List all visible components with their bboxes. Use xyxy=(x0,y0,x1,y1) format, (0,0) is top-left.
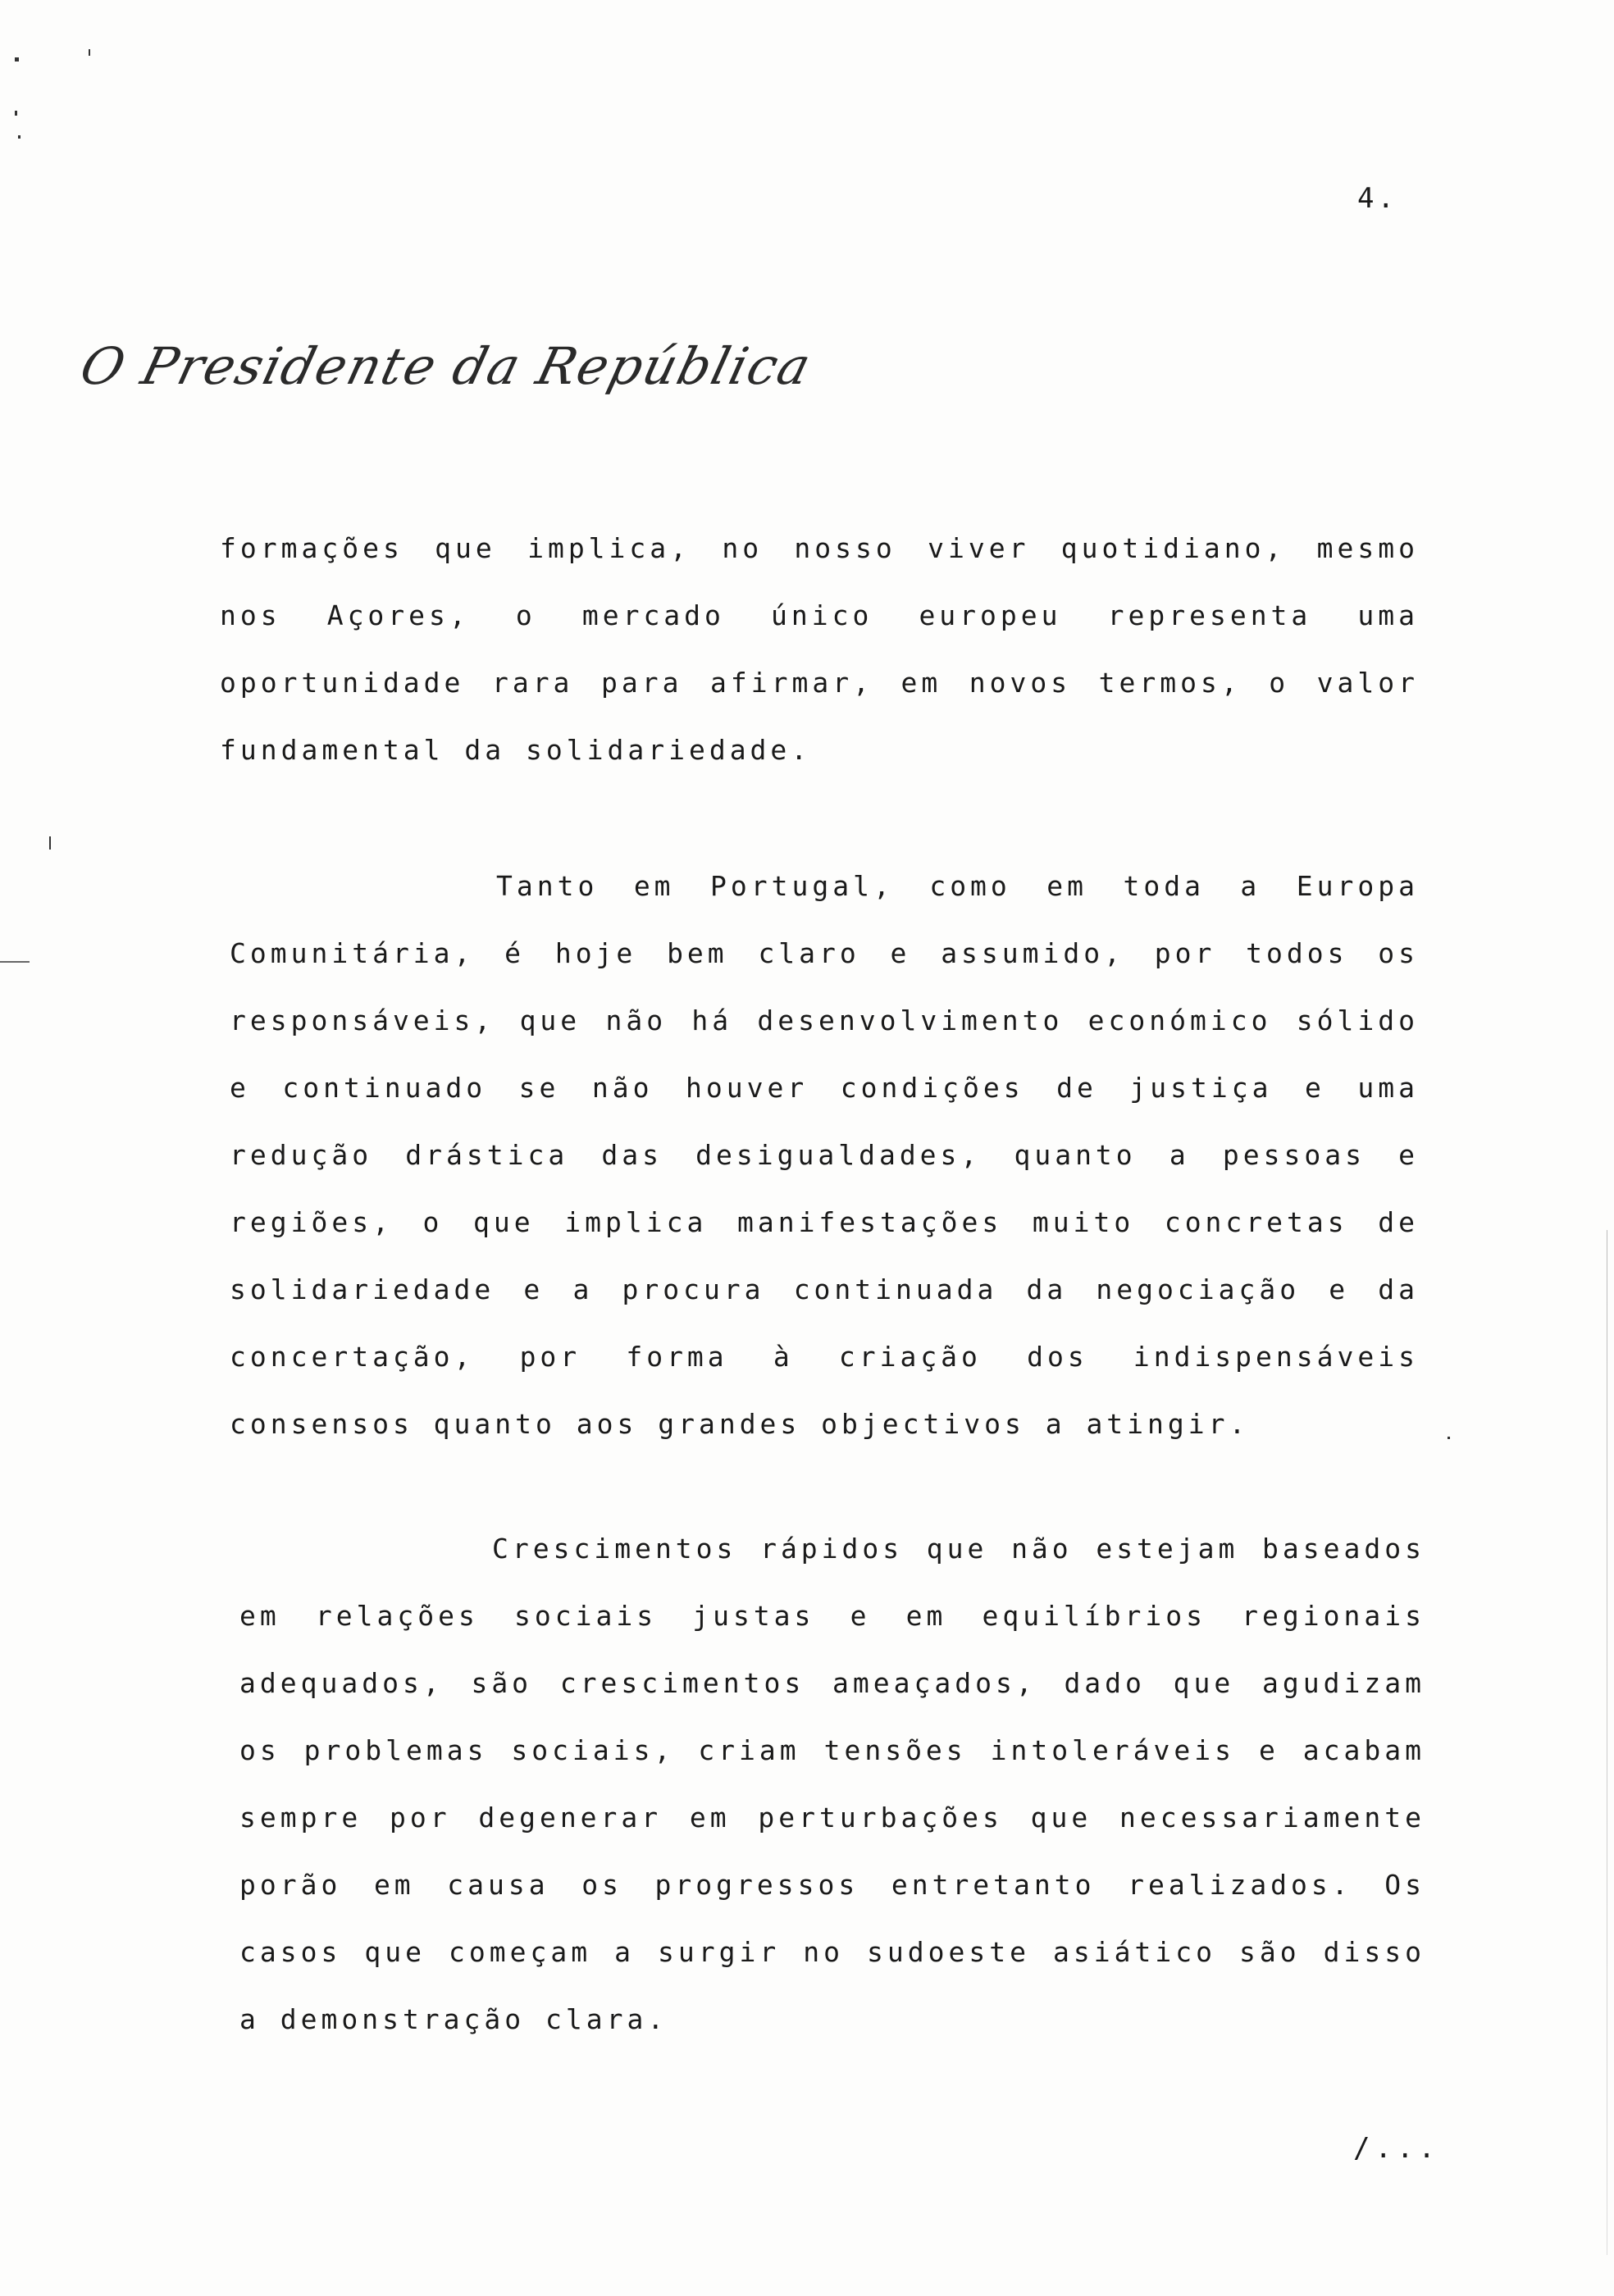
scan-speck xyxy=(15,111,17,116)
page-number: 4. xyxy=(1357,182,1397,215)
scan-speck xyxy=(18,135,21,139)
scan-dash xyxy=(0,961,30,963)
scan-speck xyxy=(1448,1437,1450,1439)
letterhead: O Presidente da República xyxy=(74,336,818,396)
paragraph-2: Tanto em Portugal, como em toda a Europa Comunitária, é hoje bem claro e assumido, por todos os responsáveis, que não há desenvolvimento económico sólido e continuado se não houver condições de justiça e uma redução drástica das desigualdades, quanto a pessoas e regiões, o que implica manifestações muito concretas de solidariedade e a procura continuada da negociação e da concertação, por forma à criação dos indispensáveis consensos quanto aos grandes objectivos a atingir. xyxy=(230,870,1419,1440)
paragraph-1: formações que implica, no nosso viver quotidiano, mesmo nos Açores, o mercado único europeu representa uma oportunidade rara para afirmar, em novos termos, o valor fundamental da solidariedade. xyxy=(220,532,1419,766)
paragraph-3: Crescimentos rápidos que não estejam baseados em relações sociais justas e em equilíbrios regionais adequados, são crescimentos ameaçados, dado que agudizam os problemas sociais, criam tensões intoleráveis e acabam sempre por degenerar em perturbações que necessariamente porão em causa os progressos entretanto realizados. Os casos que começam a surgir no sudoeste asiático são disso a demonstração clara. xyxy=(239,1533,1425,2035)
scan-speck xyxy=(49,836,51,850)
scan-speck xyxy=(89,49,90,56)
continuation-mark: /... xyxy=(1353,2132,1440,2165)
scan-speck xyxy=(15,57,19,61)
